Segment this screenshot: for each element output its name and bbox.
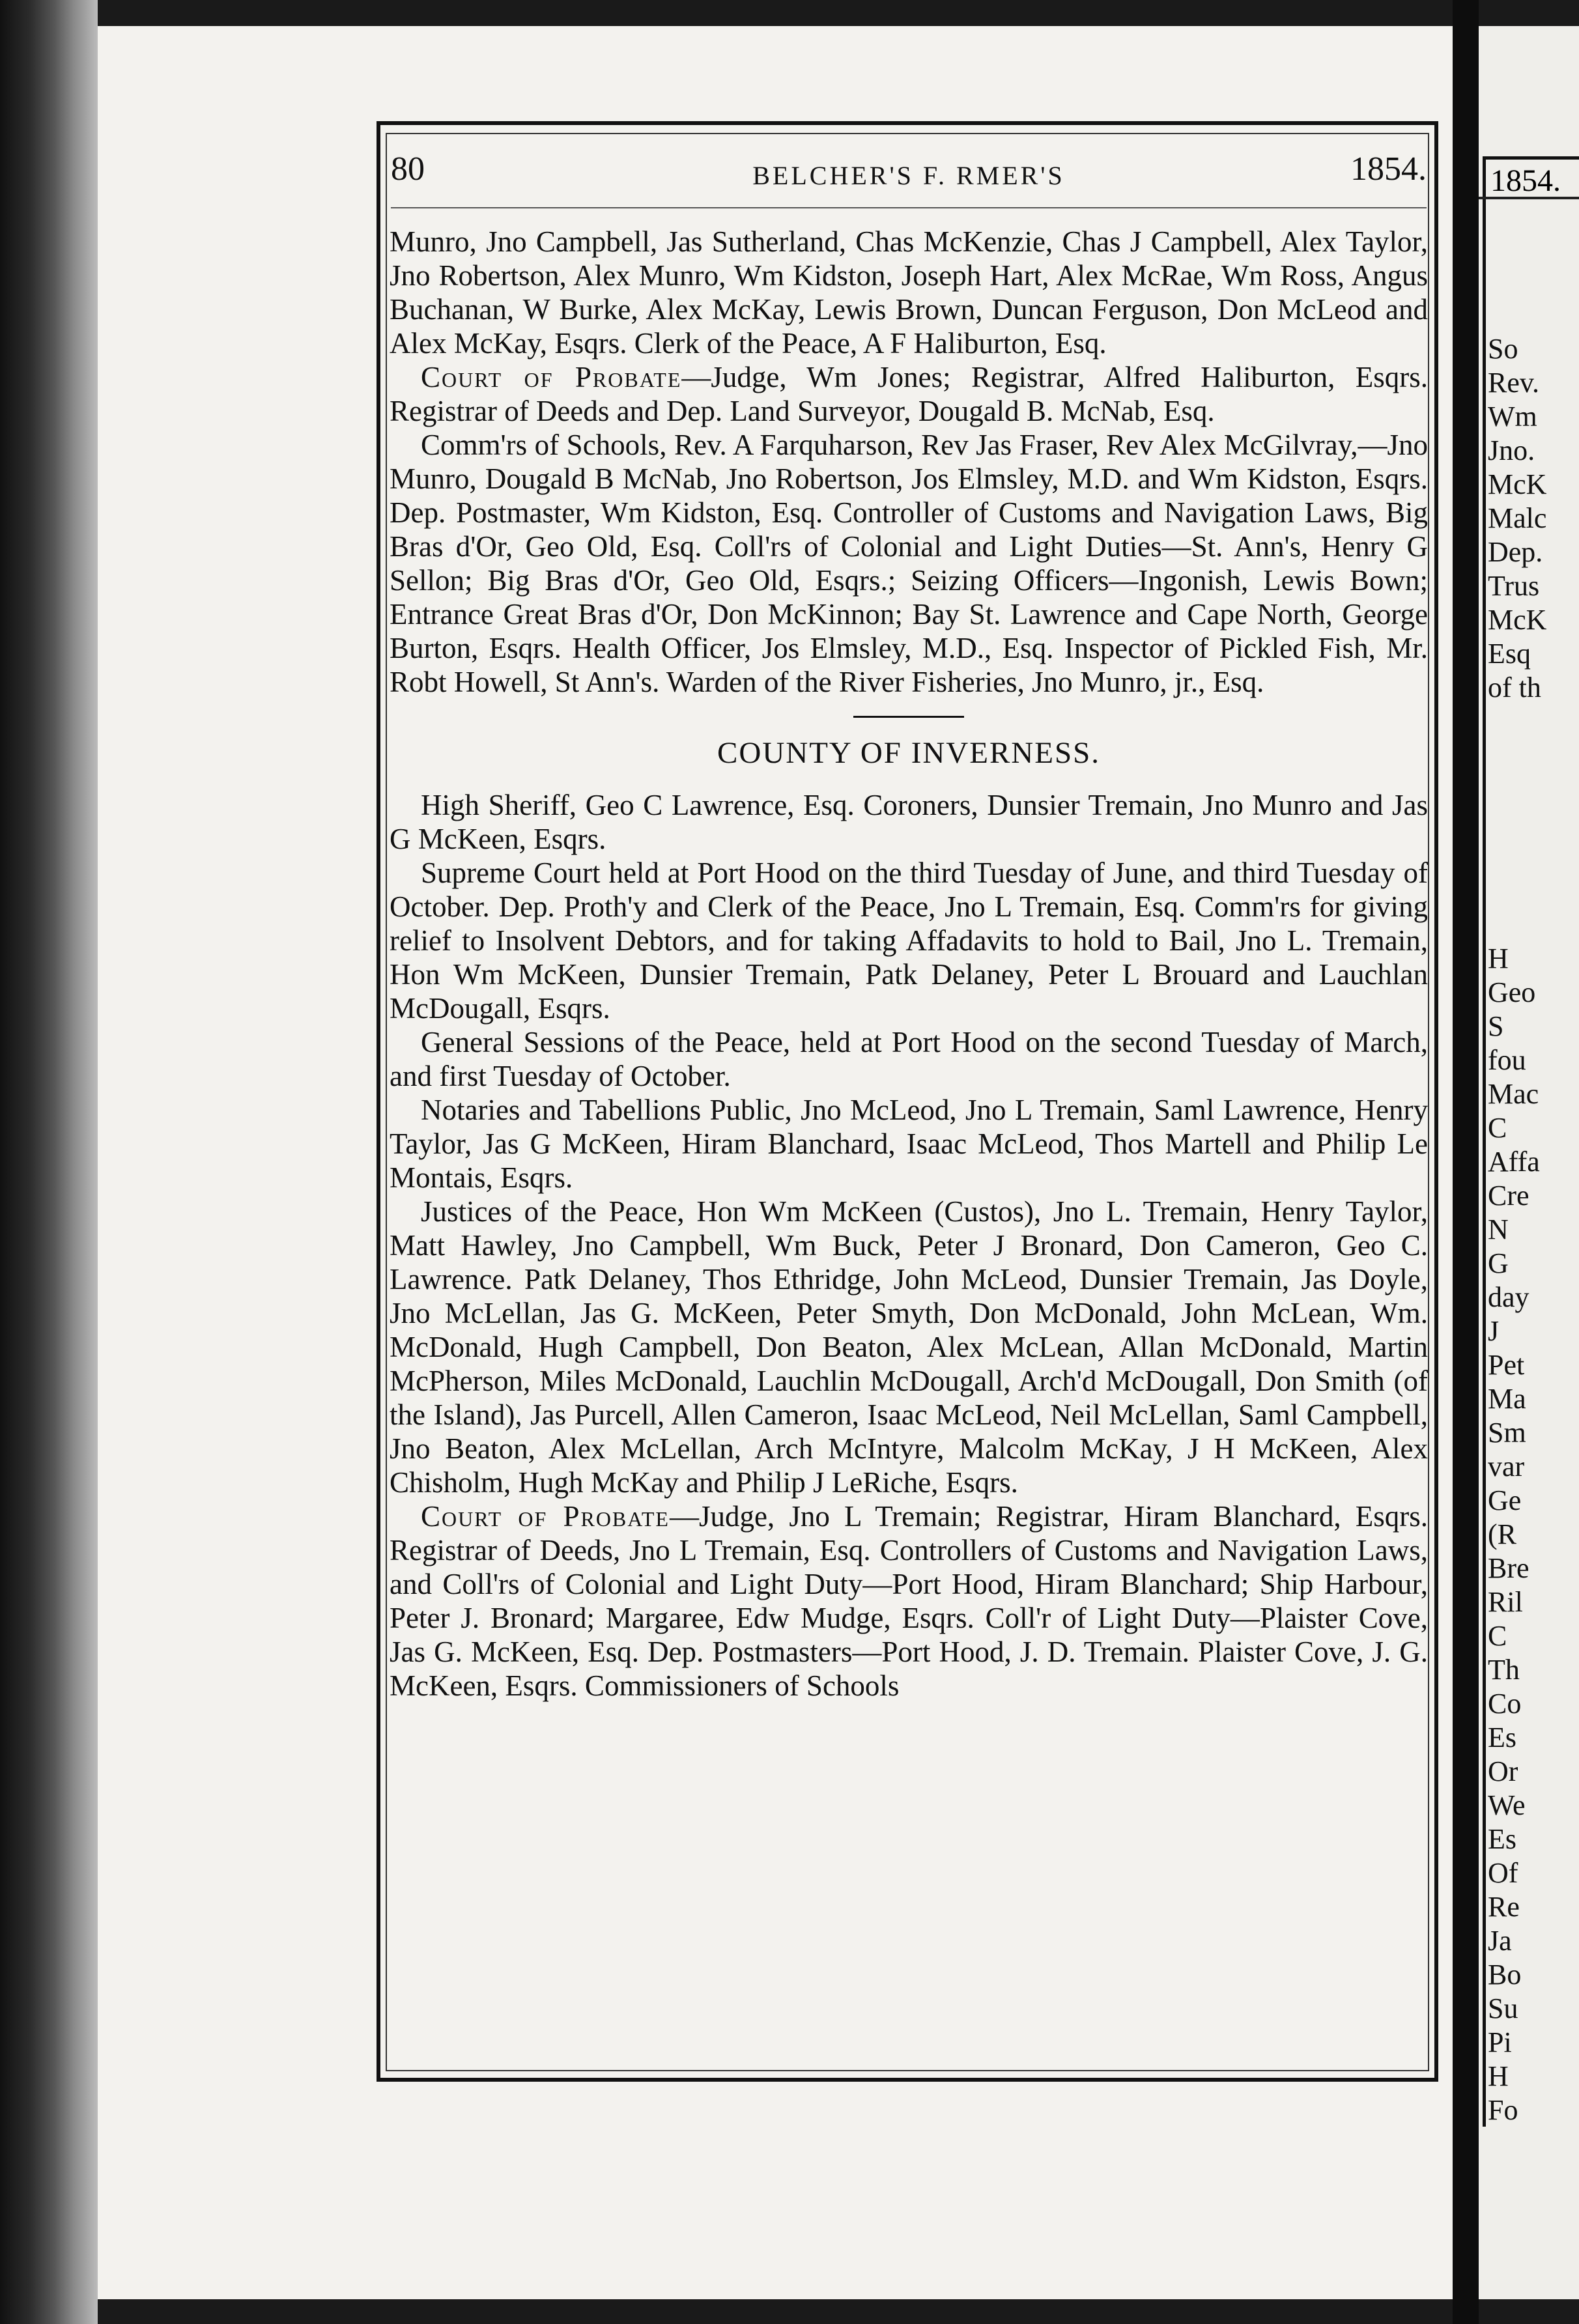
- right-page-line: So: [1488, 333, 1518, 365]
- right-page-line: McK: [1488, 604, 1547, 636]
- right-page-line: Mac: [1488, 1078, 1539, 1110]
- right-page-line: H: [1488, 942, 1509, 974]
- right-page-line: Ril: [1488, 1586, 1523, 1618]
- paragraph-inverness-sessions: General Sessions of the Peace, held at Port Hood on the second Tuesday of March, and first Tuesday of October.: [390, 1026, 1428, 1092]
- page-body: [390, 225, 1428, 1703]
- right-page-line: var: [1488, 1451, 1525, 1482]
- header-rule: [391, 207, 1427, 208]
- right-page-line: Su: [1488, 1992, 1518, 2024]
- right-page-line: C: [1488, 1112, 1507, 1144]
- right-page-line: Malc: [1488, 502, 1547, 534]
- right-page-line: Ja: [1488, 1925, 1512, 1957]
- right-page-line: McK: [1488, 468, 1547, 500]
- right-page-line: Es: [1488, 1722, 1516, 1753]
- right-page-rule: [1479, 197, 1579, 199]
- page-right-fragment: [1479, 26, 1579, 2299]
- right-page-line: Or: [1488, 1755, 1518, 1787]
- right-page-line: Trus: [1488, 570, 1540, 602]
- right-page-line: Pet: [1488, 1349, 1525, 1381]
- right-page-line: [1488, 840, 1546, 874]
- right-page-line: Ma: [1488, 1383, 1526, 1415]
- right-page-line: Wm: [1488, 401, 1537, 432]
- right-page-line: fou: [1488, 1044, 1526, 1076]
- right-page-line: Of: [1488, 1857, 1518, 1889]
- right-page-line: G: [1488, 1247, 1509, 1279]
- right-page-line: Esq: [1488, 638, 1531, 670]
- probate-label: Court of Probate: [421, 361, 682, 393]
- running-title: BELCHER'S F. RMER'S: [752, 161, 1065, 190]
- right-page-line: Jno.: [1488, 434, 1535, 466]
- right-page-line: N: [1488, 1213, 1509, 1245]
- right-page-line: Dep.: [1488, 536, 1543, 568]
- right-page-line: H: [1488, 2060, 1509, 2092]
- paragraph-cape-breton-schools: Comm'rs of Schools, Rev. A Farquharson, Rev Jas Fraser, Rev Alex McGilvray,—Jno Munro, Dougald B McNab, Jno Robertson, Jos Elmsley, M.D. and Wm Kidston, Esqrs. Dep. Postmaster, Wm Kidston, Esq. Controller of Customs and Navigation Laws, Big Bras d'Or, Geo Old, Esq. Coll'rs of Colonial and Light Duties—St. Ann's, Henry G Sellon; Big Bras d'Or, Geo Old, Esqrs.; Seizing Officers—Ingonish, Lewis Bown; Entrance Great Bras d'Or, Don McKinnon; Bay St. Lawrence and Cape North, George Burton, Esqrs. Health Officer, Jos Elmsley, M.D., Esq. Inspector of Pickled Fish, Mr. Robt Howell, St Ann's. Warden of the River Fisheries, Jno Munro, jr., Esq.: [390, 429, 1428, 698]
- right-page-line: J: [1488, 1315, 1500, 1347]
- book-gutter: [1453, 0, 1479, 2324]
- paragraph-inverness-notaries: Notaries and Tabellions Public, Jno McLeod, Jno L Tremain, Saml Lawrence, Henry Taylor, Jas G McKeen, Hiram Blanchard, Isaac McLeod, Thos Martell and Philip Le Montais, Esqrs.: [390, 1094, 1428, 1194]
- paragraph-inverness-justices: Justices of the Peace, Hon Wm McKeen (Custos), Jno L. Tremain, Henry Taylor, Matt Hawley, Jno Campbell, Wm Buck, Peter J Bronard, Don Cameron, Geo C. Lawrence. Patk Delaney, Thos Ethridge, John McLeod, Dunsier Tremain, Jas Doyle, Jno McLellan, Jas G. McKeen, Peter Smyth, Don McDonald, John McLean, Wm. McDonald, Hugh Campbell, Don Beaton, Alex McLean, Allan McDonald, Martin McPherson, Miles McDonald, Lauchlin McDougall, Arch'd McDougall, Don Smith (of the Island), Jas Purcell, Allen Cameron, Isaac McLeod, Neil McLellan, Saml Campbell, Jno Beaton, Alex McLellan, Arch McIntyre, Malcolm McKay, J H McKeen, Alex Chisholm, Hugh McKay and Philip J LeRiche, Esqrs.: [390, 1195, 1428, 1499]
- right-page-line: [1488, 772, 1546, 806]
- paragraph-cape-breton-probate: [390, 360, 1428, 428]
- right-page-line: Geo: [1488, 976, 1536, 1008]
- right-page-line: Sm: [1488, 1417, 1526, 1449]
- right-page-line: Es: [1488, 1823, 1516, 1855]
- paragraph-inverness-probate: [390, 1499, 1428, 1703]
- right-page-line: [1488, 874, 1546, 908]
- book-spine: [0, 0, 98, 2324]
- right-page-line: Bo: [1488, 1959, 1522, 1991]
- right-page-line: S: [1488, 1010, 1504, 1042]
- right-page-line: [1488, 739, 1546, 772]
- paragraph-inverness-sheriff: High Sheriff, Geo C Lawrence, Esq. Coroners, Dunsier Tremain, Jno Munro and Jas G McKeen, Esqrs.: [390, 789, 1428, 855]
- paragraph-cape-breton-justices: Munro, Jno Campbell, Jas Sutherland, Chas McKenzie, Chas J Campbell, Alex Taylor, Jno Robertson, Alex Munro, Wm Kidston, Joseph Hart, Alex McRae, Wm Ross, Angus Buchanan, W Burke, Alex McKay, Lewis Brown, Duncan Ferguson, Don McLeod and Alex McKay, Esqrs. Clerk of the Peace, A F Haliburton, Esq.: [390, 225, 1428, 360]
- right-page-line: Co: [1488, 1688, 1522, 1720]
- probate-label: Court of Probate: [421, 1500, 670, 1533]
- right-page-line: Th: [1488, 1654, 1520, 1686]
- right-page-line: Pi: [1488, 2026, 1512, 2058]
- probate-text: —Judge, Wm Jones; Registrar, Alfred Haliburton, Esqrs. Registrar of Deeds and Dep. Land Surveyor, Dougald B. McNab, Esq.: [390, 361, 1428, 427]
- section-divider: [853, 716, 964, 718]
- right-page-year: 1854.: [1490, 163, 1561, 198]
- right-page-line: C: [1488, 1620, 1507, 1652]
- right-page-lines: [1479, 332, 1546, 2127]
- right-page-line: Rev.: [1488, 367, 1540, 399]
- paragraph-inverness-supreme-court: Supreme Court held at Port Hood on the third Tuesday of June, and third Tuesday of October. Dep. Proth'y and Clerk of the Peace, Jno L Tremain, Esq. Comm'rs for giving relief to Insolvent Debtors, and for taking Affadavits to hold to Bail, Jno L. Tremain, Hon Wm McKeen, Dunsier Tremain, Patk Delaney, Peter L Brouard and Lauchlan McDougall, Esqrs.: [390, 857, 1428, 1025]
- right-page-line: We: [1488, 1789, 1526, 1821]
- right-page-line: Bre: [1488, 1552, 1529, 1584]
- probate-text: —Judge, Jno L Tremain; Registrar, Hiram Blanchard, Esqrs. Registrar of Deeds, Jno L Tremain, Esq. Controllers of Customs and Navigation Laws, and Coll'rs of Colonial and Light Duty—Port Hood, Hiram Blanchard; Ship Harbour, Peter J. Bronard; Margaree, Edw Mudge, Esqrs. Coll'r of Light Duty—Plaister Cove, Jas G. McKeen, Esq. Dep. Postmasters—Port Hood, J. D. Tremain. Plaister Cove, J. G. McKeen, Esqrs. Commissioners of Schools: [390, 1500, 1429, 1702]
- right-page-line: of th: [1488, 672, 1541, 703]
- right-page-line: (R: [1488, 1518, 1516, 1550]
- county-heading: COUNTY OF INVERNESS.: [717, 736, 1100, 770]
- right-page-line: [1488, 806, 1546, 840]
- header-year: 1854.: [1350, 150, 1427, 188]
- right-page-line: Fo: [1488, 2094, 1518, 2126]
- right-page-line: Ge: [1488, 1484, 1522, 1516]
- right-page-line: [1488, 705, 1546, 739]
- page-header: [391, 150, 1427, 202]
- page-number: 80: [391, 150, 425, 188]
- right-page-line: day: [1488, 1281, 1529, 1313]
- right-page-line: [1488, 908, 1546, 942]
- right-page-line: Affa: [1488, 1146, 1540, 1178]
- right-page-line: Cre: [1488, 1180, 1529, 1212]
- right-page-line: Re: [1488, 1891, 1520, 1923]
